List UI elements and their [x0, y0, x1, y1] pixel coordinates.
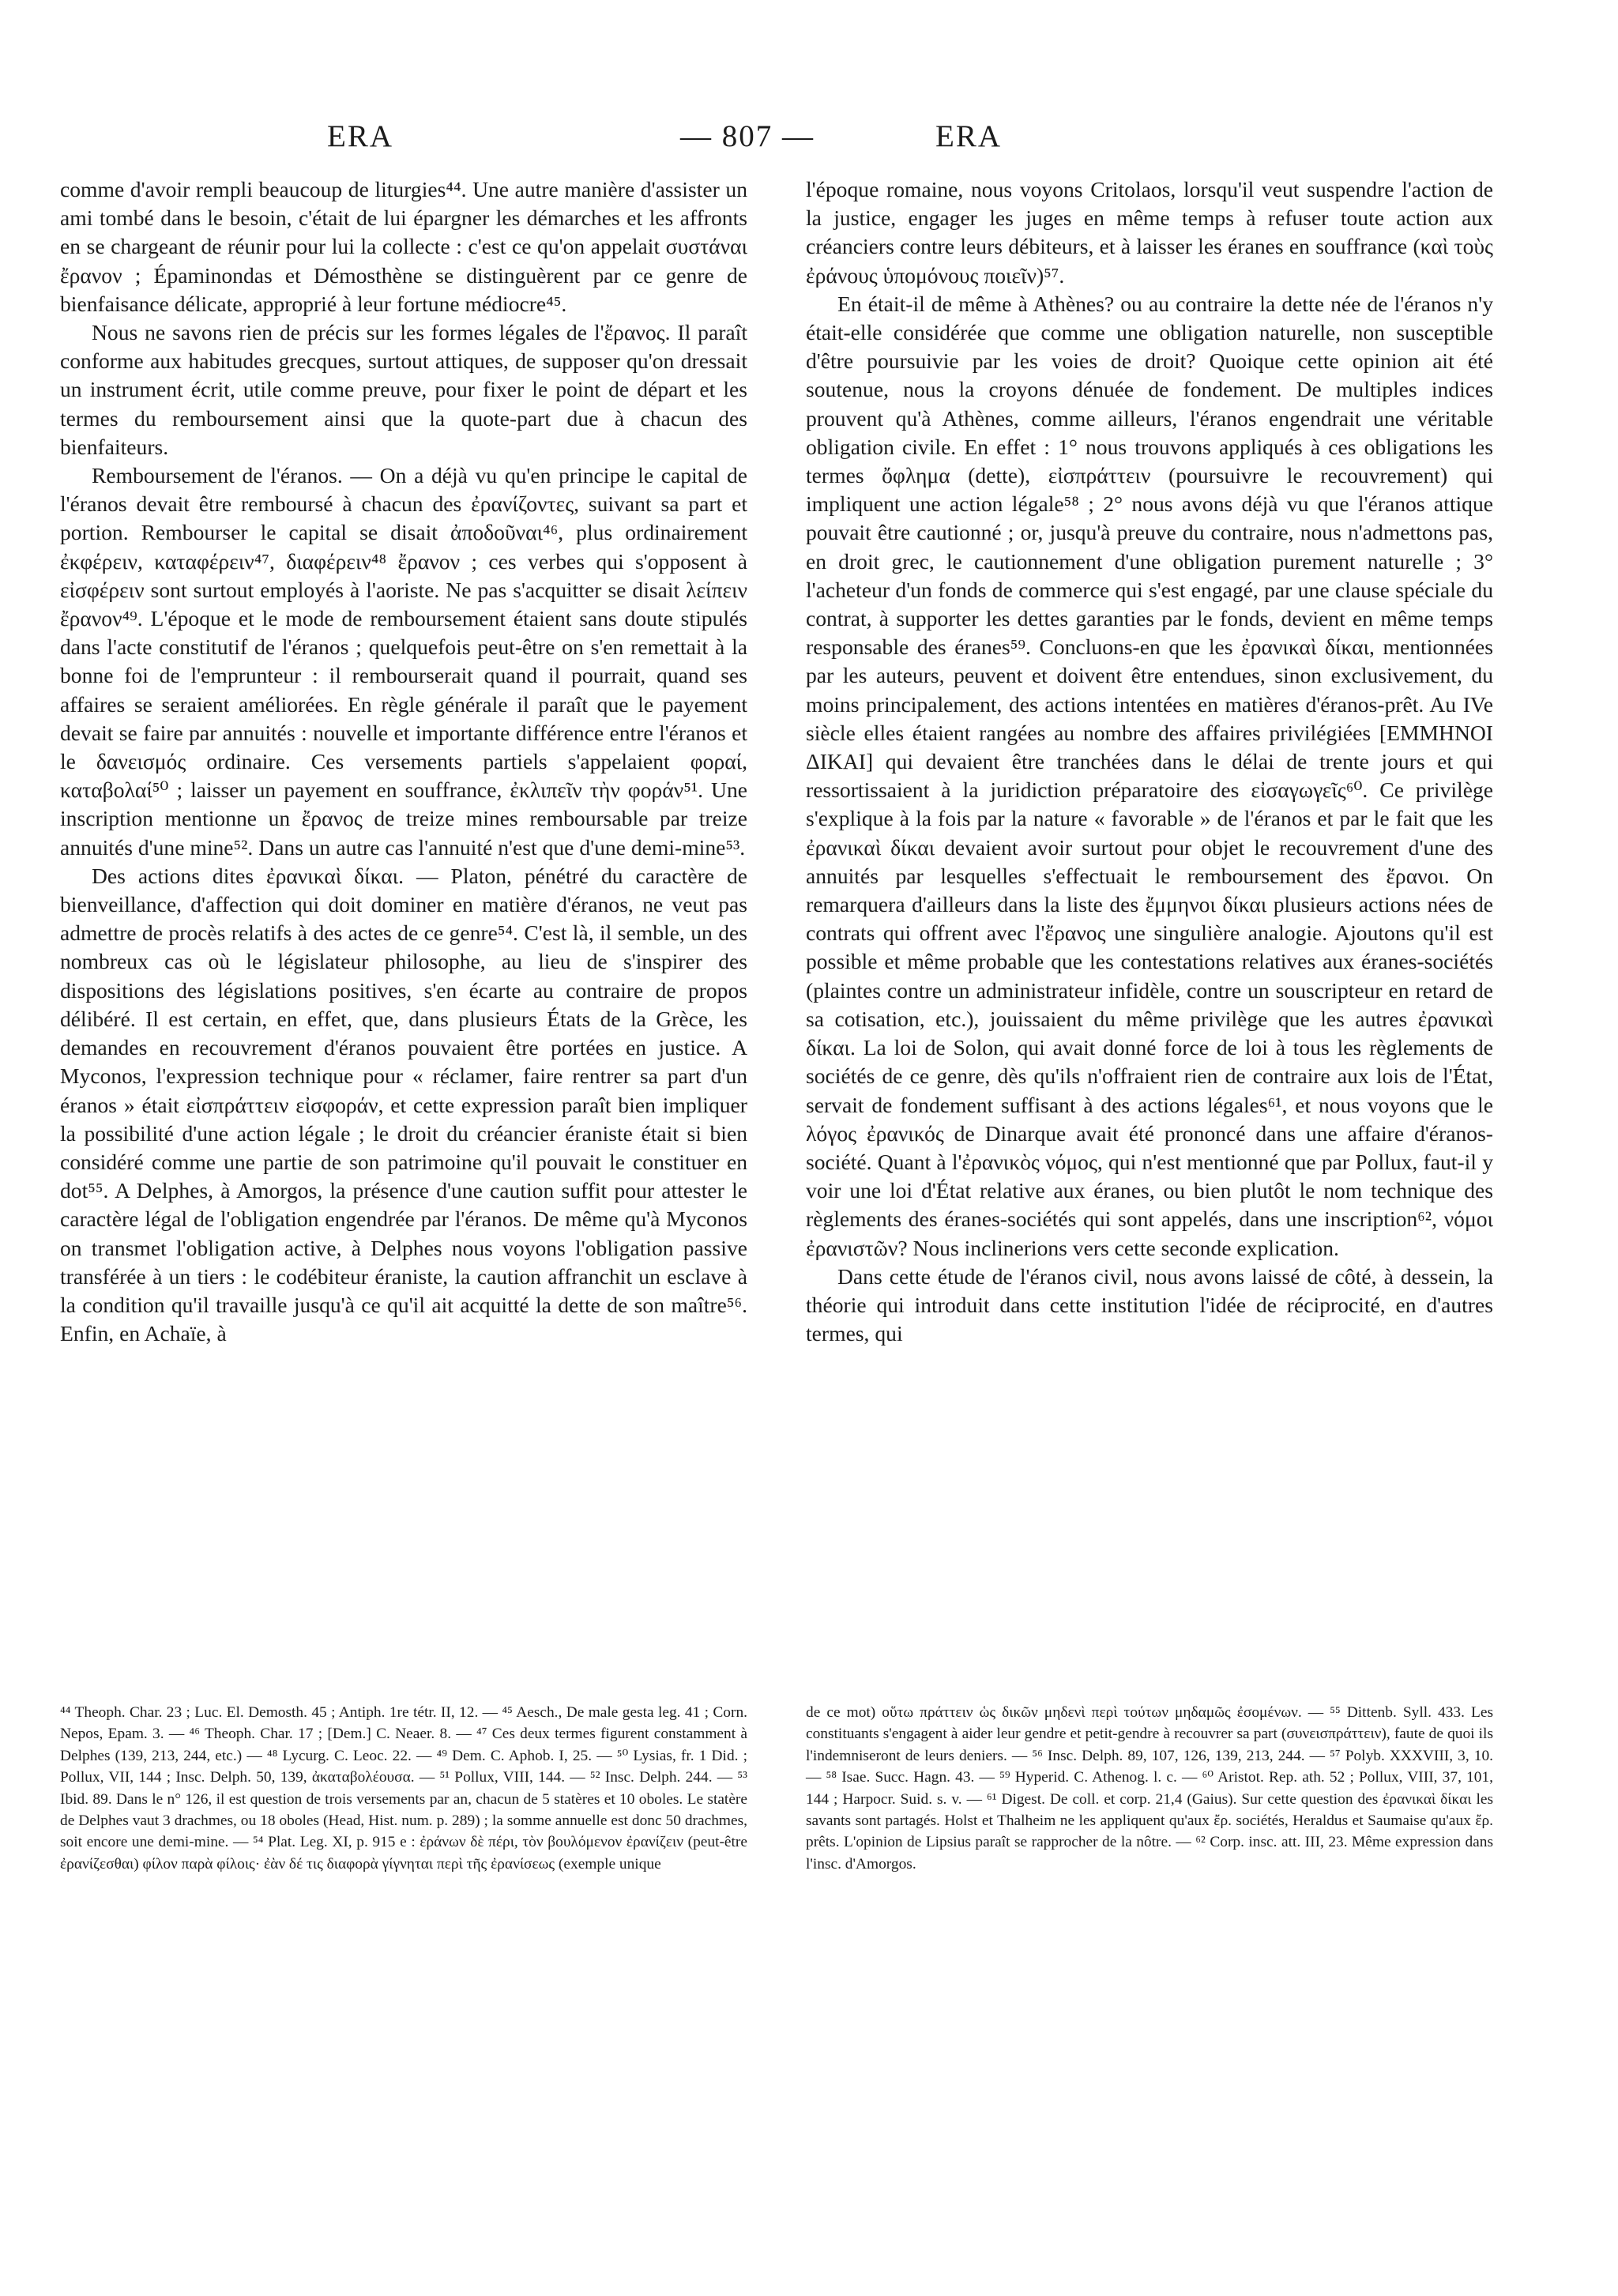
footnotes-right — [806, 1702, 1493, 1875]
paragraph: Dans cette étude de l'éranos civil, nous avons laissé de côté, à dessein, la théorie qui introduit dans cette institution l'idée de réciprocité, en d'autres termes, qui — [806, 1263, 1493, 1346]
paragraph: Remboursement de l'éranos. — On a déjà vu qu'en principe le capital de l'éranos devait être remboursé à chacun des ἐρανίζοντες, suivant sa part et portion. Rembourser le capital se disait ἀποδοῦναι⁴⁶, plus ordinairement ἐκφέρειν, καταφέρειν⁴⁷, διαφέρειν⁴⁸ ἔρανον ; ces verbes qui s'opposent à εἰσφέρειν sont surtout employés à l'aoriste. Ne pas s'acquitter se disait λείπειν ἔρανον⁴⁹. L'époque et le mode de remboursement étaient sans doute stipulés dans l'acte constitutif de l'éranos ; quelquefois peut-être on s'en remettait à la bonne foi de l'emprunteur : il rembourserait quand il pourrait, quand ses affaires se seraient améliorées. En règle générale il paraît que le payement devait se faire par annuités : nouvelle et importante différence entre l'éranos et le δανεισμός ordinaire. Ces versements partiels s'appelaient φοραί, καταβολαί⁵⁰ ; laisser un payement en souffrance, ἐκλιπεῖν τὴν φοράν⁵¹. Une inscription mentionne un ἔρανος de treize mines remboursable par treize annuités d'une mine⁵². Dans un autre cas l'annuité n'est que d'une demi-mine⁵³. — [60, 463, 747, 860]
paragraph: En était-il de même à Athènes? ou au contraire la dette née de l'éranos n'y était-elle considérée que comme une obligation naturelle, non susceptible d'être poursuivie par les voies de droit? Quoique cette opinion ait été soutenue, nous la croyons dénuée de fondement. De multiples indices prouvent qu'à Athènes, comme ailleurs, l'éranos engendrait une véritable obligation civile. En effet : 1° nous trouvons appliqués à ces obligations les termes ὄφλημα (dette), εἰσπράττειν (poursuivre le recouvrement) qui impliquent une action légale⁵⁸ ; 2° nous avons déjà vu que l'éranos attique pouvait être cautionné ; or, jusqu'à preuve du contraire, nous n'admettons pas, en droit grec, le cautionnement d'une obligation purement naturelle ; 3° l'acheteur d'un fonds de commerce qui s'est engagé, par une clause spéciale du contrat, à supporter les dettes garanties par le fonds, devient en même temps responsable des éranes⁵⁹. Concluons-en que les ἐρανικαὶ δίκαι, mentionnées par les auteurs, peuvent et doivent être entendues, sinon exclusivement, du moins principalement, des actions intentées en matières d'éranos-prêt. Au IVe siècle elles étaient rangées au nombre des affaires privilégiées [ΕΜΜΗΝΟΙ ΔΙΚΑΙ] qui devaient être tranchées dans le délai de trente jours et qui ressortissaient à la juridiction préparatoire des εἰσαγωγεῖς⁶⁰. Ce privilège s'explique à la fois par la nature « favorable » de l'éranos et par le fait que les ἐρανικαὶ δίκαι devaient avoir surtout pour objet le recouvrement d'une des annuités par lesquelles s'effectuait le remboursement des ἔρανοι. On remarquera d'ailleurs dans la liste des ἔμμηνοι δίκαι plusieurs actions nées de contrats qui offrent avec l'ἔρανος une singulière analogie. Ajoutons qu'il est possible et même probable que les contestations relatives aux éranes-sociétés (plaintes contre un administrateur infidèle, contre un souscripteur en retard de sa cotisation, etc.), jouissaient du même privilège que les autres ἐρανικαὶ δίκαι. La loi de Solon, qui avait donné force de loi à tous les règlements de sociétés de ce genre, dès qu'ils n'offraient rien de contraire aux lois de l'État, servait de fondement suffisant à des actions légales⁶¹, et nous voyons que le λόγος ἐρανικός de Dinarque avait été prononcé dans une affaire d'éranos-société. Quant à l'ἐρανικὸς νόμος, qui n'est mentionné que par Pollux, faut-il y voir une loi d'État relative aux éranes, ou bien plutôt le nom technique des règlements des éranes-sociétés qui sont appelés, dans une inscription⁶², νόμοι ἐρανιστῶν? Nous inclinerions vers cette seconde explication. — [806, 291, 1493, 1260]
left-column — [60, 175, 747, 1348]
paragraph: Nous ne savons rien de précis sur les formes légales de l'ἔρανος. Il paraît conforme aux habitudes grecques, surtout attiques, de supposer qu'on dressait un instrument écrit, utile comme preuve, pour fixer le point de départ et les termes du remboursement ainsi que la quote-part due à chacun des bienfaiteurs. — [60, 320, 747, 459]
header-left-title: ERA — [327, 119, 393, 153]
page-number: — 807 — — [680, 119, 815, 153]
paragraph: comme d'avoir rempli beaucoup de liturgies⁴⁴. Une autre manière d'assister un ami tombé dans le besoin, c'était de lui épargner les démarches et les affronts en se chargeant de réunir pour lui la collecte : c'est ce qu'on appelait συστάναι ἔρανον ; Épaminondas et Démosthène se distinguèrent par ce genre de bienfaisance délicate, approprié à leur fortune médiocre⁴⁵. — [60, 177, 747, 316]
header-right-title: ERA — [935, 119, 1002, 153]
paragraph: Des actions dites ἐρανικαὶ δίκαι. — Platon, pénétré du caractère de bienveillance, d'affection qui doit dominer en matière d'éranos, ne veut pas admettre de procès relatifs à des actes de ce genre⁵⁴. C'est là, il semble, un des nombreux cas où le législateur philosophe, au lieu de s'inspirer des dispositions des législations positives, s'en écarte au contraire de propos délibéré. Il est certain, en effet, que, dans plusieurs États de la Grèce, les demandes en recouvrement d'éranos pouvaient être portées en justice. A Myconos, l'expression technique pour « réclamer, faire rentrer sa part d'un éranos » était εἰσπράττειν εἰσφοράν, et cette expression paraît bien impliquer la possibilité d'une action légale ; le droit du créancier éraniste était si bien considéré comme une partie de son patrimoine qu'il pouvait le constituer en dot⁵⁵. A Delphes, à Amorgos, la présence d'une caution suffit pour attester le caractère légal de l'obligation engendrée par l'éranos. De même qu'à Myconos on transmet l'obligation active, à Delphes nous voyons l'obligation passive transférée à un tiers : le codébiteur éraniste, la caution affranchit un esclave à la condition qu'il travaille jusqu'à ce qu'il ait acquitté la dette de son maître⁵⁶. Enfin, en Achaïe, à — [60, 863, 747, 1346]
footnote-text: ⁴⁴ Theoph. Char. 23 ; Luc. El. Demosth. 45 ; Antiph. 1re tétr. II, 12. — ⁴⁵ Aesch., De male gesta leg. 41 ; Corn. Nepos, Epam. 3. — ⁴⁶ Theoph. Char. 17 ; [Dem.] C. Neaer. 8. — ⁴⁷ Ces deux termes figurent constamment à Delphes (139, 213, 244, etc.) — ⁴⁸ Lycurg. C. Leoc. 22. — ⁴⁹ Dem. C. Aphob. I, 25. — ⁵⁰ Lysias, fr. 1 Did. ; Pollux, VII, 144 ; Insc. Delph. 50, 139, ἀκαταβολέουσα. — ⁵¹ Pollux, VIII, 144. — ⁵² Insc. Delph. 244. — ⁵³ Ibid. 89. Dans le n° 126, il est question de trois versements par an, chacun de 5 statères et 10 oboles. Le statère de Delphes vaut 3 drachmes, ou 18 oboles (Head, Hist. num. p. 289) ; la somme annuelle est donc 50 drachmes, soit encore une demi-mine. — ⁵⁴ Plat. Leg. XI, p. 915 e : ἐράνων δὲ πέρι, τὸν βουλόμενον ἐρανίζειν (peut-être ἐρανίζεσθαι) φίλον παρὰ φίλοις· ἐὰν δέ τις διαφορὰ γίγνηται περὶ τῆς ἐρανίσεως (exemple unique — [60, 1704, 747, 1873]
running-header — [60, 119, 1556, 166]
footnotes-left — [60, 1702, 747, 1875]
right-column — [806, 175, 1493, 1348]
footnote-text: de ce mot) οὕτω πράττειν ὡς δικῶν μηδενὶ περὶ τούτων μηδαμῶς ἐσομένων. — ⁵⁵ Dittenb. Syll. 433. Les constituants s'engagent à aider leur gendre et petit-gendre à recouvrer sa part (συνεισπράττειν), faute de quoi ils l'indemniseront de leurs deniers. — ⁵⁶ Insc. Delph. 89, 107, 126, 139, 213, 244. — ⁵⁷ Polyb. XXXVIII, 3, 10. — ⁵⁸ Isae. Succ. Hagn. 43. — ⁵⁹ Hyperid. C. Athenog. l. c. — ⁶⁰ Aristot. Rep. ath. 52 ; Pollux, VIII, 37, 101, 144 ; Harpocr. Suid. s. v. — ⁶¹ Digest. De coll. et corp. 21,4 (Gaius). Sur cette question des ἐρανικαὶ δίκαι les savants sont partagés. Holst et Thalheim ne les appliquent qu'aux ἔρ. sociétés, Heraldus et Saumaise qu'aux ἔρ. prêts. L'opinion de Lipsius paraît se rapprocher de la nôtre. — ⁶² Corp. insc. att. III, 23. Même expression dans l'insc. d'Amorgos. — [806, 1704, 1493, 1873]
paragraph: l'époque romaine, nous voyons Critolaos, lorsqu'il veut suspendre l'action de la justice, engager les juges en même temps à refuser toute action aux créanciers contre leurs débiteurs, et à laisser les éranes en souffrance (καὶ τοὺς ἐράνους ὑπομόνους ποιεῖν)⁵⁷. — [806, 177, 1493, 288]
